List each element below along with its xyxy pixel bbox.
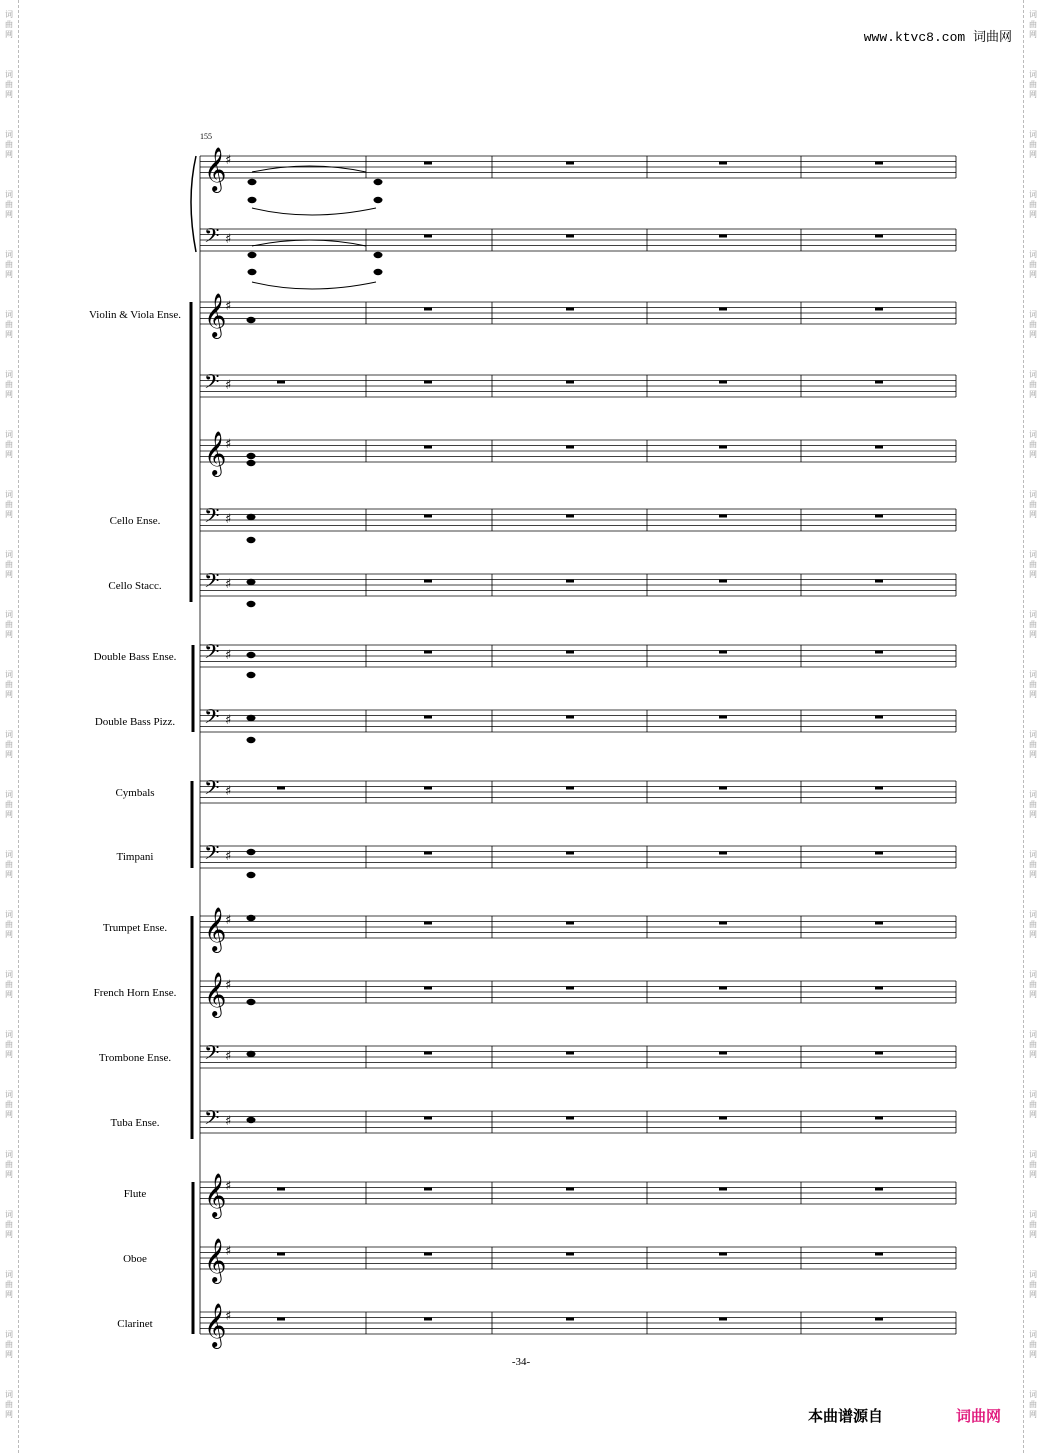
whole-rest (875, 787, 883, 790)
label-trumpet-ense: Trumpet Ense. (102, 922, 168, 934)
whole-rest (424, 852, 432, 855)
note-head (247, 915, 256, 921)
watermark-glyph: 词 曲 网 (1029, 1150, 1037, 1179)
watermark-glyph: 词 曲 网 (5, 1150, 13, 1179)
label-clarinet: Clarinet (117, 1318, 153, 1330)
key-signature-sharp: ♯ (225, 713, 232, 728)
whole-rest (424, 381, 432, 384)
whole-rest (719, 1318, 727, 1321)
whole-rest (719, 1117, 727, 1120)
whole-rest (875, 515, 883, 518)
bass-clef: 𝄢 (204, 1041, 220, 1069)
notation-marks (204, 147, 883, 1349)
key-signature-sharp: ♯ (225, 1244, 232, 1259)
watermark-glyph: 词 曲 网 (5, 310, 13, 339)
note-head (247, 715, 256, 721)
note-head (247, 672, 256, 678)
key-signature-sharp: ♯ (225, 978, 232, 993)
watermark-glyph: 词 曲 网 (5, 730, 13, 759)
whole-rest (424, 515, 432, 518)
watermark-glyph: 词 曲 网 (5, 1030, 13, 1059)
whole-rest (566, 787, 574, 790)
whole-rest (875, 1188, 883, 1191)
whole-rest (875, 446, 883, 449)
whole-rest (719, 1253, 727, 1256)
treble-clef: 𝄞 (204, 293, 227, 337)
treble-clef: 𝄞 (204, 1238, 227, 1282)
watermark-glyph: 词 曲 网 (5, 190, 13, 219)
bass-clef: 𝄢 (204, 705, 220, 733)
key-signature-sharp: ♯ (225, 1049, 232, 1064)
label-cello-stacc: Cello Stacc. (108, 580, 162, 592)
whole-rest (566, 1253, 574, 1256)
watermark-glyph: 词 曲 网 (1029, 490, 1037, 519)
label-oboe: Oboe (123, 1253, 147, 1265)
note-head (247, 579, 256, 585)
note-head (247, 999, 256, 1005)
whole-rest (875, 1318, 883, 1321)
key-signature-sharp: ♯ (225, 577, 232, 592)
treble-clef: 𝄞 (204, 147, 227, 191)
whole-rest (719, 1052, 727, 1055)
bass-clef: 𝄢 (204, 776, 220, 804)
whole-rest (424, 235, 432, 238)
whole-rest (566, 308, 574, 311)
whole-rest (719, 716, 727, 719)
note-head (247, 453, 256, 459)
bass-clef: 𝄢 (204, 370, 220, 398)
key-signature-sharp: ♯ (225, 1114, 232, 1129)
whole-rest (875, 1052, 883, 1055)
watermark-glyph: 词 曲 网 (1029, 310, 1037, 339)
whole-rest (424, 651, 432, 654)
watermark-glyph: 词 曲 网 (1029, 10, 1037, 39)
note-head (247, 317, 256, 323)
whole-rest (875, 651, 883, 654)
note-head (247, 601, 256, 607)
whole-rest (424, 1253, 432, 1256)
whole-rest (719, 852, 727, 855)
whole-rest (719, 651, 727, 654)
watermark-glyph: 词 曲 网 (5, 1210, 13, 1239)
note-head (247, 537, 256, 543)
note-head (247, 872, 256, 878)
whole-rest (424, 580, 432, 583)
whole-rest (277, 1188, 285, 1191)
whole-rest (566, 1117, 574, 1120)
watermark-glyph: 词 曲 网 (5, 250, 13, 279)
watermark-glyph: 词 曲 网 (1029, 790, 1037, 819)
staves (191, 156, 956, 1334)
note-head (247, 1051, 256, 1057)
watermark-glyph: 词 曲 网 (1029, 970, 1037, 999)
whole-rest (566, 852, 574, 855)
whole-rest (566, 162, 574, 165)
whole-rest (566, 235, 574, 238)
whole-rest (719, 446, 727, 449)
whole-rest (875, 1117, 883, 1120)
watermark-glyph: 词 曲 网 (1029, 1030, 1037, 1059)
key-signature-sharp: ♯ (225, 378, 232, 393)
whole-rest (566, 446, 574, 449)
watermark-glyph: 词 曲 网 (5, 1090, 13, 1119)
watermark-glyph: 词 曲 网 (5, 370, 13, 399)
note-head (247, 849, 256, 855)
note-head (247, 1117, 256, 1123)
key-signature-sharp: ♯ (225, 648, 232, 663)
whole-rest (719, 1188, 727, 1191)
whole-rest (719, 922, 727, 925)
treble-clef: 𝄞 (204, 431, 227, 475)
whole-rest (719, 162, 727, 165)
watermark-glyph: 词 曲 网 (1029, 1210, 1037, 1239)
watermark-glyph: 词 曲 网 (5, 910, 13, 939)
watermark-glyph: 词 曲 网 (1029, 550, 1037, 579)
watermark-glyph: 词 曲 网 (5, 70, 13, 99)
note-head (247, 737, 256, 743)
label-cymbals: Cymbals (115, 787, 155, 799)
whole-rest (424, 716, 432, 719)
watermark-glyph: 词 曲 网 (1029, 1390, 1037, 1419)
watermark-glyph: 词 曲 网 (1029, 1090, 1037, 1119)
watermark-glyph: 词 曲 网 (1029, 370, 1037, 399)
treble-clef: 𝄞 (204, 907, 227, 951)
key-signature-sharp: ♯ (225, 153, 232, 168)
watermark-glyph: 词 曲 网 (5, 1270, 13, 1299)
watermark-glyph: 词 曲 网 (5, 670, 13, 699)
watermark-glyph: 词 曲 网 (1029, 850, 1037, 879)
page-number: -34- (511, 1356, 531, 1368)
watermark-glyph: 词 曲 网 (5, 1330, 13, 1359)
bass-clef: 𝄢 (204, 569, 220, 597)
key-signature-sharp: ♯ (225, 437, 232, 452)
whole-rest (875, 716, 883, 719)
treble-clef: 𝄞 (204, 1173, 227, 1217)
watermark-glyph: 词 曲 网 (5, 850, 13, 879)
whole-rest (875, 1253, 883, 1256)
whole-rest (424, 1188, 432, 1191)
label-double-bass-pizz: Double Bass Pizz. (94, 716, 176, 728)
whole-rest (875, 987, 883, 990)
key-signature-sharp: ♯ (225, 232, 232, 247)
whole-rest (566, 922, 574, 925)
watermark-glyph: 词 曲 网 (5, 610, 13, 639)
piano-brace (191, 156, 196, 252)
bass-clef: 𝄢 (204, 640, 220, 668)
watermark-glyph: 词 曲 网 (5, 970, 13, 999)
key-signature-sharp: ♯ (225, 1309, 232, 1324)
label-violin-viola: Violin & Viola Ense. (89, 309, 181, 321)
note-head (248, 252, 257, 258)
watermark-glyph: 词 曲 网 (1029, 610, 1037, 639)
whole-rest (424, 446, 432, 449)
measure-number: 155 (200, 132, 212, 141)
whole-rest (875, 308, 883, 311)
note-head (247, 460, 256, 466)
label-flute: Flute (123, 1188, 147, 1200)
watermark-glyph: 词 曲 网 (1029, 910, 1037, 939)
bass-clef: 𝄢 (204, 504, 220, 532)
whole-rest (875, 381, 883, 384)
note-head (374, 179, 383, 185)
whole-rest (566, 515, 574, 518)
whole-rest (424, 1117, 432, 1120)
watermark-glyph: 词 曲 网 (1029, 430, 1037, 459)
whole-rest (424, 1318, 432, 1321)
label-cello-ense: Cello Ense. (109, 515, 161, 527)
note-head (374, 197, 383, 203)
note-head (247, 514, 256, 520)
whole-rest (875, 235, 883, 238)
whole-rest (566, 580, 574, 583)
whole-rest (719, 381, 727, 384)
whole-rest (719, 787, 727, 790)
footer-brand[interactable]: 词曲网 (956, 1407, 1002, 1425)
tie (252, 208, 376, 215)
whole-rest (719, 515, 727, 518)
note-head (248, 197, 257, 203)
whole-rest (719, 987, 727, 990)
bass-clef: 𝄢 (204, 841, 220, 869)
note-head (247, 652, 256, 658)
bass-clef: 𝄢 (204, 224, 220, 252)
label-french-horn-ense: French Horn Ense. (93, 987, 177, 999)
label-trombone-ense: Trombone Ense. (98, 1052, 172, 1064)
whole-rest (566, 651, 574, 654)
whole-rest (875, 852, 883, 855)
watermark-glyph: 词 曲 网 (5, 550, 13, 579)
whole-rest (277, 1253, 285, 1256)
whole-rest (875, 162, 883, 165)
whole-rest (424, 1052, 432, 1055)
whole-rest (277, 1318, 285, 1321)
bass-clef: 𝄢 (204, 1106, 220, 1134)
key-signature-sharp: ♯ (225, 1179, 232, 1194)
whole-rest (566, 716, 574, 719)
treble-clef: 𝄞 (204, 972, 227, 1016)
tie (252, 282, 376, 289)
site-name: 词曲网 (972, 30, 1012, 45)
watermark-glyph: 词 曲 网 (5, 1390, 13, 1419)
whole-rest (875, 922, 883, 925)
watermark-glyph: 词 曲 网 (1029, 130, 1037, 159)
note-head (374, 252, 383, 258)
watermark-glyph: 词 曲 网 (1029, 190, 1037, 219)
whole-rest (719, 308, 727, 311)
watermark-glyph: 词 曲 网 (1029, 70, 1037, 99)
whole-rest (424, 308, 432, 311)
whole-rest (566, 1318, 574, 1321)
footer-source: 本曲谱源自 (808, 1407, 884, 1425)
key-signature-sharp: ♯ (225, 299, 232, 314)
whole-rest (719, 235, 727, 238)
whole-rest (566, 1052, 574, 1055)
label-double-bass-ense: Double Bass Ense. (93, 651, 177, 663)
label-timpani: Timpani (116, 851, 154, 863)
watermark-glyph: 词 曲 网 (5, 130, 13, 159)
whole-rest (277, 787, 285, 790)
label-tuba-ense: Tuba Ense. (110, 1117, 160, 1129)
watermark-glyph: 词 曲 网 (1029, 730, 1037, 759)
site-url[interactable]: www.ktvc8.com (863, 30, 966, 45)
watermark-glyph: 词 曲 网 (1029, 670, 1037, 699)
whole-rest (424, 922, 432, 925)
key-signature-sharp: ♯ (225, 512, 232, 527)
note-head (374, 269, 383, 275)
whole-rest (719, 580, 727, 583)
watermark-glyph: 词 曲 网 (5, 10, 13, 39)
whole-rest (277, 381, 285, 384)
key-signature-sharp: ♯ (225, 913, 232, 928)
watermark-glyph: 词 曲 网 (1029, 1330, 1037, 1359)
whole-rest (875, 580, 883, 583)
note-head (248, 179, 257, 185)
watermark-glyph: 词 曲 网 (5, 490, 13, 519)
watermark-glyph: 词 曲 网 (1029, 250, 1037, 279)
treble-clef: 𝄞 (204, 1303, 227, 1347)
watermark-glyph: 词 曲 网 (1029, 1270, 1037, 1299)
key-signature-sharp: ♯ (225, 784, 232, 799)
whole-rest (424, 162, 432, 165)
watermark-glyph: 词 曲 网 (5, 430, 13, 459)
whole-rest (566, 381, 574, 384)
note-head (248, 269, 257, 275)
whole-rest (566, 1188, 574, 1191)
whole-rest (424, 987, 432, 990)
key-signature-sharp: ♯ (225, 849, 232, 864)
whole-rest (566, 987, 574, 990)
watermark-glyph: 词 曲 网 (5, 790, 13, 819)
whole-rest (424, 787, 432, 790)
